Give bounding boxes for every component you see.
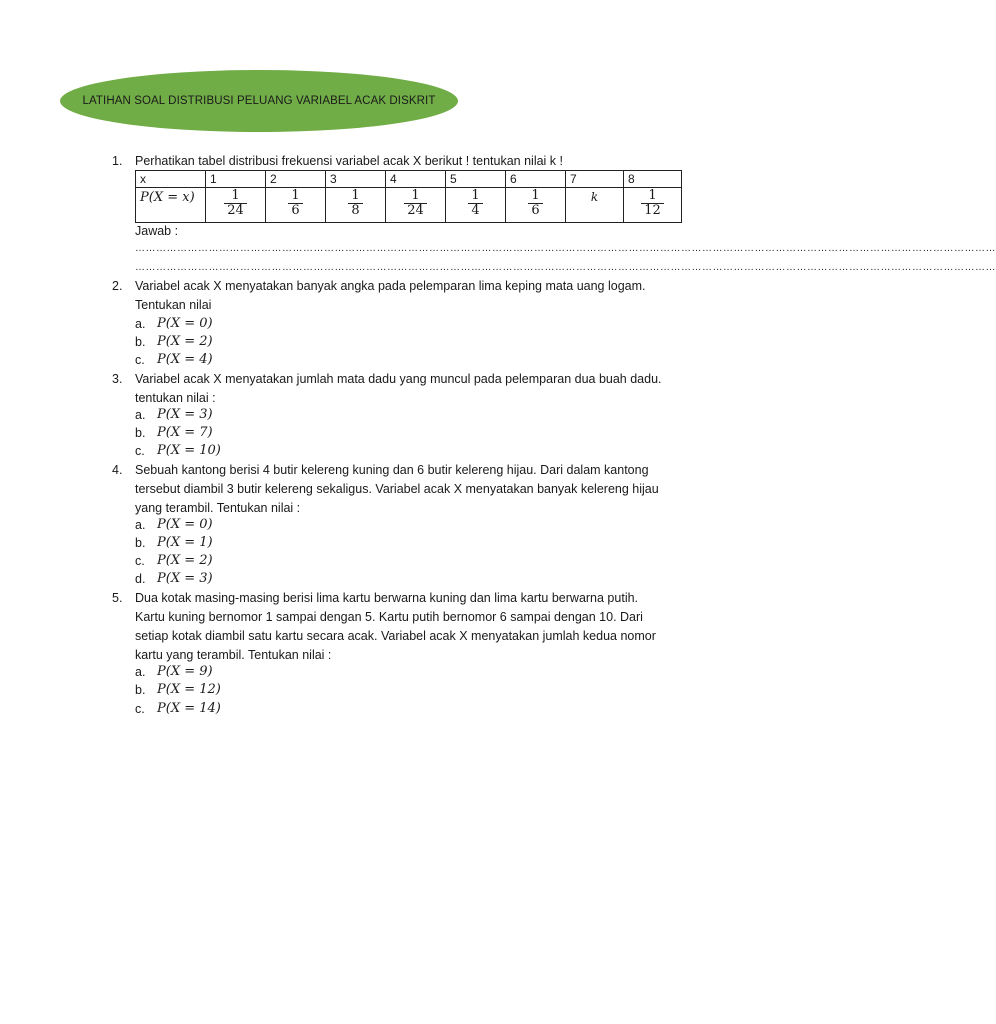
answer-label: Jawab :	[135, 224, 179, 238]
title-banner	[60, 70, 458, 132]
x-cell: 8	[624, 171, 682, 188]
x-header: x	[136, 171, 206, 188]
table-row-probability	[136, 188, 682, 223]
table-row-x	[136, 171, 682, 188]
answer-line: …………………………………………………………………………………………………………………………………………………………………………………………………………………………	[135, 243, 996, 254]
distribution-table	[135, 170, 682, 223]
question-number: 3.	[112, 372, 123, 386]
x-cell: 7	[566, 171, 624, 188]
question-number: 5.	[112, 591, 123, 605]
probability-cell: $\frac{1}{24}$	[386, 188, 446, 223]
probability-cell: $\frac{1}{6}$	[266, 188, 326, 223]
probability-cell-k: k	[566, 188, 624, 223]
question-number: 1.	[112, 154, 123, 168]
page-title: LATIHAN SOAL DISTRIBUSI PELUANG VARIABEL ACAK DISKRIT	[82, 95, 436, 107]
question-text: Variabel acak X menyatakan jumlah mata dadu yang muncul pada pelemparan dua buah dadu. tentukan nilai :	[135, 372, 662, 405]
probability-cell: $\frac{1}{24}$	[206, 188, 266, 223]
x-cell: 5	[446, 171, 506, 188]
x-cell: 1	[206, 171, 266, 188]
probability-cell: $\frac{1}{4}$	[446, 188, 506, 223]
question-text: Variabel acak X menyatakan banyak angka pada pelemparan lima keping mata uang logam. Tentukan nilai	[135, 279, 646, 312]
probability-cell: $\frac{1}{8}$	[326, 188, 386, 223]
x-cell: 3	[326, 171, 386, 188]
answer-line: …………………………………………………………………………………………………………………………………………………………………………………………………………………………	[135, 262, 996, 273]
question-number: 4.	[112, 463, 123, 477]
x-cell: 6	[506, 171, 566, 188]
question-text: Perhatikan tabel distribusi frekuensi variabel acak X berikut ! tentukan nilai k !	[135, 154, 564, 168]
probability-cell: $\frac{1}{12}$	[624, 188, 682, 223]
x-cell: 2	[266, 171, 326, 188]
question-number: 2.	[112, 279, 123, 293]
question-text: Sebuah kantong berisi 4 butir kelereng kuning dan 6 butir kelereng hijau. Dari dalam kantong tersebut diambil 3 butir kelereng sekaligus. Variabel acak X menyatakan banyak kelereng hijau yang terambil. Tentukan nilai :	[135, 463, 659, 515]
probability-header: P(X = x)	[136, 188, 206, 223]
question-text: Dua kotak masing-masing berisi lima kartu berwarna kuning dan lima kartu berwarna putih. Kartu kuning bernomor 1 sampai dengan 5. Kartu putih bernomor 6 sampai dengan 10. Dari setiap kotak diambil satu kartu secara acak. Variabel acak X menyatakan jumlah kedua nomor kartu yang terambil. Tentukan nilai :	[135, 591, 656, 662]
x-cell: 4	[386, 171, 446, 188]
probability-cell: $\frac{1}{6}$	[506, 188, 566, 223]
